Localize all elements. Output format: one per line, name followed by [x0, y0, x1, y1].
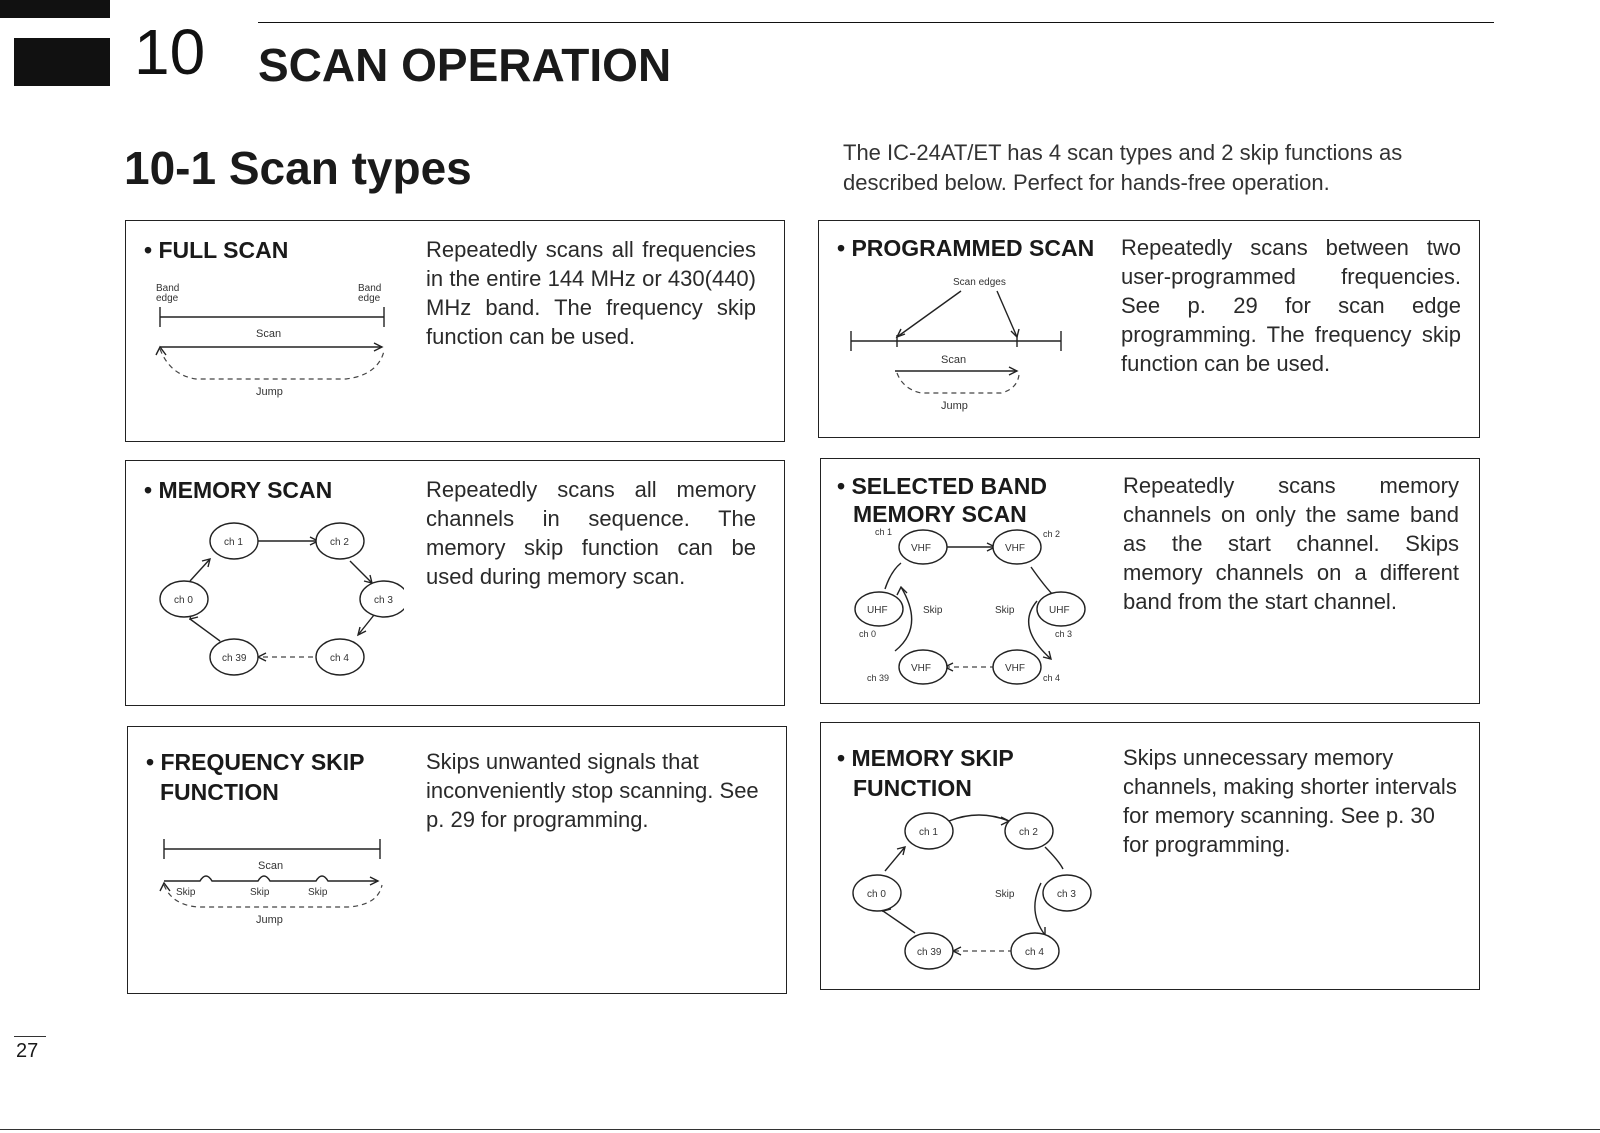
channel-label: ch 39 [222, 653, 247, 664]
panel-title-line2: MEMORY SCAN [853, 501, 1027, 527]
channel-label: ch 1 [919, 827, 938, 838]
band-edge-label-left-2: edge [156, 293, 179, 304]
memory-scan-diagram [154, 519, 404, 694]
panel-title: • FULL SCAN [144, 237, 289, 263]
panel-text: Repeatedly scans memory channels on only the same band as the start channel. Skips memory channels on a different band from the start channel. [1123, 473, 1459, 614]
channel-label: ch 0 [174, 595, 193, 606]
page-number-rule [14, 1036, 46, 1037]
channel-label: ch 2 [1019, 827, 1038, 838]
chapter-marker-block [14, 38, 110, 86]
channel-label: ch 3 [1055, 629, 1073, 639]
chapter-number: 10 [134, 16, 206, 88]
programmed-scan-diagram [841, 271, 1081, 421]
scan-edges-label: Scan edges [953, 277, 1006, 288]
panel-text: Repeatedly scans all frequencies in the entire 144 MHz or 430(440) MHz band. The frequency skip function can be used. [426, 237, 756, 349]
section-intro: The IC-24AT/ET has 4 scan types and 2 skip functions as described below. Perfect for hands-free operation. [843, 140, 1403, 195]
scan-label: Scan [256, 328, 282, 340]
skip-label: Skip [995, 889, 1015, 900]
band-label: UHF [1049, 605, 1070, 616]
skip-label: Skip [995, 605, 1015, 616]
page-number: 27 [16, 1040, 39, 1062]
panel-text: Skips unnecessary memory channels, making shorter intervals for memory scanning. See p. 30 for programming. [1123, 745, 1457, 857]
panel-text: Skips unwanted signals that inconveniently stop scanning. See p. 29 for programming. [426, 749, 759, 832]
panel-title: • SELECTED BAND [837, 473, 1047, 499]
panel-title: • MEMORY SKIP [837, 745, 1014, 771]
scan-label: Scan [258, 860, 284, 872]
channel-label: ch 39 [867, 673, 890, 683]
frequency-skip-diagram [148, 833, 408, 943]
full-scan-diagram [146, 279, 406, 429]
panel-title-line2: FUNCTION [160, 779, 279, 805]
channel-label: ch 4 [1043, 673, 1061, 683]
panel-memory-scan [125, 460, 785, 706]
channel-label: ch 2 [330, 537, 349, 548]
skip-label: Skip [250, 887, 270, 898]
panel-selected-band-memory-scan [820, 458, 1480, 704]
jump-label: Jump [256, 386, 283, 398]
panel-programmed-scan [818, 220, 1480, 438]
panel-title: • FREQUENCY SKIP [146, 749, 365, 775]
band-label: VHF [1005, 543, 1025, 554]
panel-text: Repeatedly scans all memory channels in sequence. The memory skip function can be used during memory scan. [426, 477, 756, 589]
panel-title: • PROGRAMMED SCAN [837, 235, 1095, 261]
selected-band-diagram [845, 527, 1105, 697]
skip-label: Skip [923, 605, 943, 616]
bottom-rule [0, 1129, 1600, 1130]
section-title: 10-1 Scan types [124, 142, 472, 194]
panel-frequency-skip [127, 726, 787, 994]
channel-label: ch 1 [875, 527, 893, 537]
band-edge-label-right-2: edge [358, 293, 381, 304]
panel-text: Repeatedly scans between two user-programmed frequencies. See p. 29 for scan edge programming. The frequency skip function can be used. [1121, 235, 1461, 376]
band-label: VHF [1005, 663, 1025, 674]
band-edge-label-left: Band [156, 283, 180, 294]
memory-skip-diagram [849, 807, 1099, 983]
channel-label: ch 39 [917, 947, 942, 958]
chapter-marker-bar [0, 0, 110, 18]
scan-label: Scan [941, 354, 967, 366]
skip-label: Skip [308, 887, 328, 898]
chapter-title: SCAN OPERATION [258, 39, 672, 91]
panel-title: • MEMORY SCAN [144, 477, 333, 503]
panel-title-line2: FUNCTION [853, 775, 972, 801]
header-rule [258, 22, 1494, 23]
channel-label: ch 0 [867, 889, 886, 900]
band-label: VHF [911, 663, 931, 674]
panel-memory-skip [820, 722, 1480, 990]
channel-label: ch 2 [1043, 529, 1061, 539]
jump-label: Jump [941, 400, 968, 412]
channel-label: ch 4 [330, 653, 349, 664]
channel-label: ch 3 [1057, 889, 1076, 900]
band-edge-label-right: Band [358, 283, 382, 294]
channel-label: ch 4 [1025, 947, 1044, 958]
channel-label: ch 1 [224, 537, 243, 548]
channel-label: ch 0 [859, 629, 877, 639]
band-label: VHF [911, 543, 931, 554]
skip-label: Skip [176, 887, 196, 898]
band-label: UHF [867, 605, 888, 616]
channel-label: ch 3 [374, 595, 393, 606]
panel-full-scan [125, 220, 785, 442]
jump-label: Jump [256, 914, 283, 926]
